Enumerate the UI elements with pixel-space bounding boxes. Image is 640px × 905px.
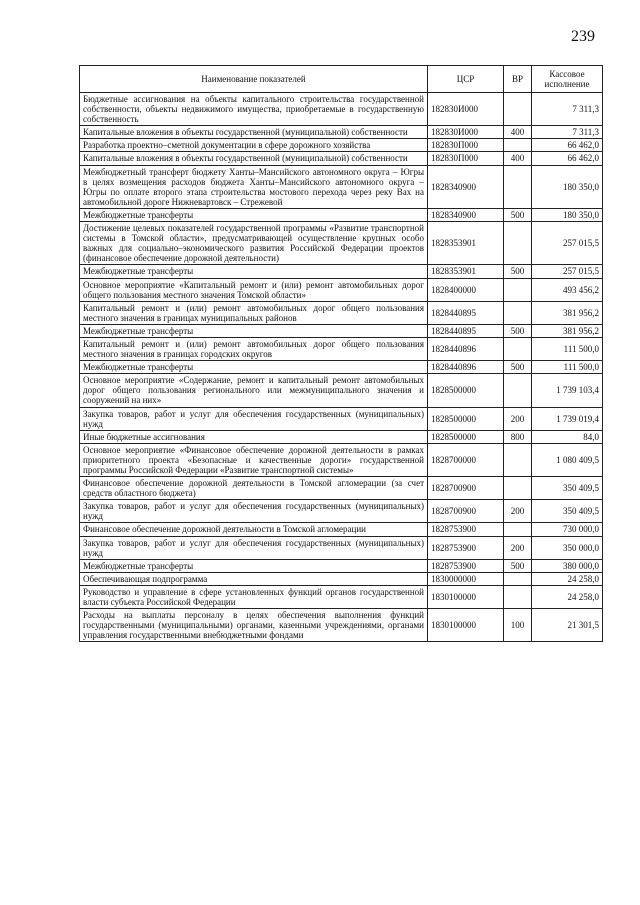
cell-sum: 66 462,0 bbox=[532, 152, 603, 165]
header-csr: ЦСР bbox=[428, 66, 504, 93]
table-row bbox=[80, 139, 603, 152]
cell-sum: 257 015,5 bbox=[532, 222, 603, 265]
cell-sum: 1 739 019,4 bbox=[532, 407, 603, 430]
cell-sum: 180 350,0 bbox=[532, 165, 603, 208]
cell-vr: 200 bbox=[504, 407, 532, 430]
header-name: Наименование показателей bbox=[80, 66, 428, 93]
cell-sum: 730 000,0 bbox=[532, 523, 603, 536]
cell-csr: 1828753900 bbox=[428, 536, 504, 559]
table-row bbox=[80, 337, 603, 360]
cell-csr: 1828400000 bbox=[428, 278, 504, 301]
table-body bbox=[80, 93, 603, 642]
cell-sum: 493 456,2 bbox=[532, 278, 603, 301]
cell-name: Капитальные вложения в объекты государственной (муниципальной) собственности bbox=[80, 126, 428, 139]
cell-csr: 1830100000 bbox=[428, 609, 504, 642]
cell-csr: 1828753900 bbox=[428, 523, 504, 536]
cell-csr: 1828753900 bbox=[428, 559, 504, 572]
budget-table bbox=[79, 65, 603, 642]
table-row bbox=[80, 430, 603, 443]
table-row bbox=[80, 301, 603, 324]
cell-name: Межбюджетные трансферты bbox=[80, 324, 428, 337]
cell-vr bbox=[504, 165, 532, 208]
cell-name: Обеспечивающая подпрограмма bbox=[80, 572, 428, 585]
cell-csr: 1830000000 bbox=[428, 572, 504, 585]
cell-sum: 381 956,2 bbox=[532, 301, 603, 324]
cell-csr: 1828700900 bbox=[428, 500, 504, 523]
cell-vr: 500 bbox=[504, 265, 532, 278]
cell-vr: 400 bbox=[504, 126, 532, 139]
cell-sum: 1 080 409,5 bbox=[532, 443, 603, 476]
cell-vr: 200 bbox=[504, 536, 532, 559]
cell-vr bbox=[504, 443, 532, 476]
cell-name: Бюджетные ассигнования на объекты капитального строительства государственной собственности, объекты недвижимого имущества, приобретаемые в государственную собственность bbox=[80, 93, 428, 126]
cell-vr bbox=[504, 523, 532, 536]
cell-name: Межбюджетные трансферты bbox=[80, 265, 428, 278]
cell-csr: 1828440895 bbox=[428, 301, 504, 324]
cell-csr: 1828440896 bbox=[428, 337, 504, 360]
cell-csr: 1828500000 bbox=[428, 430, 504, 443]
cell-name: Расходы на выплаты персоналу в целях обеспечения выполнения функций государственными (муниципальными) органами, казенными учреждениями, органами управления государственными внебюджетными фондами bbox=[80, 609, 428, 642]
cell-sum: 111 500,0 bbox=[532, 337, 603, 360]
cell-csr: 1828500000 bbox=[428, 407, 504, 430]
table-row bbox=[80, 500, 603, 523]
cell-csr: 182830П000 bbox=[428, 152, 504, 165]
cell-name: Межбюджетные трансферты bbox=[80, 361, 428, 374]
header-sum: Кассовое исполнение bbox=[532, 66, 603, 93]
cell-name: Капитальный ремонт и (или) ремонт автомобильных дорог общего пользования местного значения в границах муниципальных районов bbox=[80, 301, 428, 324]
table-row bbox=[80, 278, 603, 301]
cell-sum: 21 301,5 bbox=[532, 609, 603, 642]
cell-name: Капитальный ремонт и (или) ремонт автомобильных дорог общего пользования местного значения в границах городских округов bbox=[80, 337, 428, 360]
cell-name: Финансовое обеспечение дорожной деятельности в Томской агломерации bbox=[80, 523, 428, 536]
cell-name: Капитальные вложения в объекты государственной (муниципальной) собственности bbox=[80, 152, 428, 165]
cell-name: Закупка товаров, работ и услуг для обеспечения государственных (муниципальных) нужд bbox=[80, 407, 428, 430]
cell-vr bbox=[504, 477, 532, 500]
cell-csr: 1830100000 bbox=[428, 585, 504, 608]
cell-vr: 500 bbox=[504, 208, 532, 221]
cell-sum: 84,0 bbox=[532, 430, 603, 443]
cell-name: Финансовое обеспечение дорожной деятельности в Томской агломерации (за счет средств областного бюджета) bbox=[80, 477, 428, 500]
cell-sum: 350 000,0 bbox=[532, 536, 603, 559]
cell-name: Разработка проектно–сметной документации в сфере дорожного хозяйства bbox=[80, 139, 428, 152]
cell-vr bbox=[504, 301, 532, 324]
cell-csr: 1828440896 bbox=[428, 361, 504, 374]
cell-vr: 500 bbox=[504, 559, 532, 572]
table-header-row bbox=[80, 66, 603, 93]
cell-csr: 1828340900 bbox=[428, 165, 504, 208]
cell-sum: 111 500,0 bbox=[532, 361, 603, 374]
table-row bbox=[80, 265, 603, 278]
table-row bbox=[80, 324, 603, 337]
table-row bbox=[80, 523, 603, 536]
cell-sum: 381 956,2 bbox=[532, 324, 603, 337]
cell-sum: 7 311,3 bbox=[532, 126, 603, 139]
cell-name: Руководство и управление в сфере установленных функций органов государственной власти субъекта Российской Федерации bbox=[80, 585, 428, 608]
cell-sum: 380 000,0 bbox=[532, 559, 603, 572]
cell-vr bbox=[504, 585, 532, 608]
table-row bbox=[80, 126, 603, 139]
cell-sum: 66 462,0 bbox=[532, 139, 603, 152]
cell-name: Межбюджетные трансферты bbox=[80, 208, 428, 221]
cell-vr bbox=[504, 374, 532, 407]
cell-csr: 1828353901 bbox=[428, 222, 504, 265]
cell-vr: 800 bbox=[504, 430, 532, 443]
table-row bbox=[80, 572, 603, 585]
cell-name: Основное мероприятие «Капитальный ремонт и (или) ремонт автомобильных дорог общего пользования местного значения Томской области» bbox=[80, 278, 428, 301]
table-row bbox=[80, 585, 603, 608]
table-row bbox=[80, 165, 603, 208]
cell-csr: 1828700900 bbox=[428, 477, 504, 500]
cell-sum: 1 739 103,4 bbox=[532, 374, 603, 407]
page-number: 239 bbox=[571, 28, 595, 45]
cell-csr: 182830И000 bbox=[428, 93, 504, 126]
table-row bbox=[80, 208, 603, 221]
cell-sum: 24 258,0 bbox=[532, 585, 603, 608]
cell-vr: 500 bbox=[504, 361, 532, 374]
cell-csr: 182830И000 bbox=[428, 126, 504, 139]
cell-vr bbox=[504, 93, 532, 126]
cell-sum: 24 258,0 bbox=[532, 572, 603, 585]
cell-vr: 400 bbox=[504, 152, 532, 165]
cell-vr bbox=[504, 222, 532, 265]
cell-sum: 350 409,5 bbox=[532, 477, 603, 500]
table-row bbox=[80, 93, 603, 126]
cell-vr: 100 bbox=[504, 609, 532, 642]
cell-csr: 1828500000 bbox=[428, 374, 504, 407]
cell-csr: 1828440895 bbox=[428, 324, 504, 337]
cell-name: Достижение целевых показателей государственной программы «Развитие транспортной системы в Томской области», предусматривающей осуществление крупных особо важных для социально–экономического развития Российской Федерации проектов (финансовое обеспечение дорожной деятельности) bbox=[80, 222, 428, 265]
cell-vr bbox=[504, 572, 532, 585]
cell-vr bbox=[504, 139, 532, 152]
table-row bbox=[80, 609, 603, 642]
cell-name: Основное мероприятие «Содержание, ремонт и капитальный ремонт автомобильных дорог общего пользования регионального или межмуниципального значения и сооружений на них» bbox=[80, 374, 428, 407]
cell-name: Закупка товаров, работ и услуг для обеспечения государственных (муниципальных) нужд bbox=[80, 500, 428, 523]
header-vr: ВР bbox=[504, 66, 532, 93]
table-row bbox=[80, 361, 603, 374]
cell-csr: 1828700000 bbox=[428, 443, 504, 476]
table-row bbox=[80, 536, 603, 559]
cell-csr: 182830П000 bbox=[428, 139, 504, 152]
cell-name: Межбюджетные трансферты bbox=[80, 559, 428, 572]
table-row bbox=[80, 477, 603, 500]
cell-sum: 257 015,5 bbox=[532, 265, 603, 278]
table-row bbox=[80, 407, 603, 430]
cell-name: Межбюджетный трансферт бюджету Ханты–Мансийского автономного округа – Югры в целях возмещения расходов бюджета Ханты–Мансийского автономного округа – Югры по оплате второго этапа строительства мостового перехода через реку Вах на автомобильной дороге Нижневартовск – Стрежевой bbox=[80, 165, 428, 208]
cell-vr bbox=[504, 278, 532, 301]
cell-name: Основное мероприятие «Финансовое обеспечение дорожной деятельности в рамках приоритетного проекта «Безопасные и качественные дороги» государственной программы Российской Федерации «Развитие транспортной системы» bbox=[80, 443, 428, 476]
table-row bbox=[80, 152, 603, 165]
cell-sum: 350 409,5 bbox=[532, 500, 603, 523]
cell-name: Закупка товаров, работ и услуг для обеспечения государственных (муниципальных) нужд bbox=[80, 536, 428, 559]
cell-sum: 7 311,3 bbox=[532, 93, 603, 126]
cell-vr: 200 bbox=[504, 500, 532, 523]
table-row bbox=[80, 374, 603, 407]
cell-name: Иные бюджетные ассигнования bbox=[80, 430, 428, 443]
cell-csr: 1828340900 bbox=[428, 208, 504, 221]
cell-vr: 500 bbox=[504, 324, 532, 337]
table-row bbox=[80, 559, 603, 572]
cell-csr: 1828353901 bbox=[428, 265, 504, 278]
table-row bbox=[80, 443, 603, 476]
table-row bbox=[80, 222, 603, 265]
cell-vr bbox=[504, 337, 532, 360]
cell-sum: 180 350,0 bbox=[532, 208, 603, 221]
